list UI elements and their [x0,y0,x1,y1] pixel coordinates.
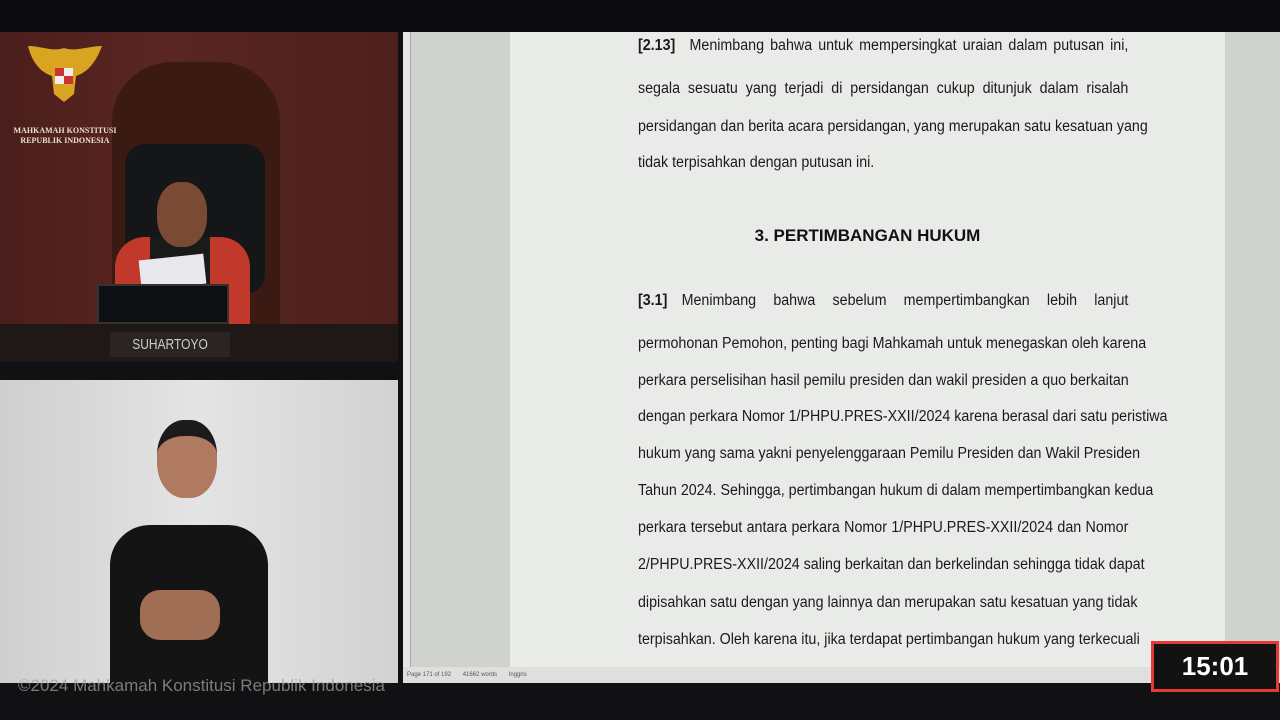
document-line: segala sesuatu yang terjadi di persidangan cukup ditunjuk dalam risalah [638,80,1129,97]
document-line: persidangan dan berita acara persidangan, yang merupakan satu kesatuan yang [638,118,1148,135]
document-line: terpisahkan. Oleh karena itu, jika terdapat pertimbangan hukum yang terkecuali [638,631,1140,648]
document-line: 2/PHPU.PRES-XXII/2024 saling berkaitan dan berkelindan sehingga tidak dapat [638,556,1145,573]
document-line: Tahun 2024. Sehingga, pertimbangan hukum di dalam mempertimbangkan kedua [638,482,1154,499]
timer-clock: 15:01 [1151,641,1279,692]
document-line: [2.13] Menimbang bahwa untuk mempersingkat uraian dalam putusan ini, [638,37,1129,54]
status-bar [403,667,1280,683]
interpreter-head [157,420,217,498]
section-heading: 3. PERTIMBANGAN HUKUM [754,226,981,245]
interpreter-hands [140,590,220,640]
page-count[interactable]: Page 171 of 192 [407,672,452,678]
document-line: perkara tersebut antara perkara Nomor 1/PHPU.PRES-XXII/2024 dan Nomor [638,519,1129,536]
garuda-emblem-icon [22,44,107,104]
document-viewer [403,32,1280,683]
word-count[interactable]: 41662 words [462,672,498,678]
court-logo-text: MAHKAMAH KONSTITUSI REPUBLIK INDONESIA [13,126,117,145]
document-line: dipisahkan satu dengan yang lainnya dan merupakan satu kesatuan yang tidak [638,594,1138,611]
document-line: hukum yang sama yakni penyelenggaraan Pemilu Presiden dan Wakil Presiden [638,445,1141,462]
document-line: tidak terpisahkan dengan putusan ini. [638,154,875,171]
document-line: dengan perkara Nomor 1/PHPU.PRES-XXII/2024 karena berasal dari satu peristiwa [638,408,1168,425]
document-line: perkara perselisihan hasil pemilu presiden dan wakil presiden a quo berkaitan [638,372,1129,389]
desk-monitor [97,284,229,324]
copyright-watermark: ©2024 Mahkamah Konstitusi Republik Indonesia [18,676,385,695]
judge-video-feed [0,32,398,362]
vertical-ruler [403,32,411,667]
language-indicator[interactable]: Inggris [508,672,527,678]
document-page [510,32,1225,667]
judge-nameplate: SUHARTOYO [110,332,230,357]
document-line: permohonan Pemohon, penting bagi Mahkamah untuk menegaskan oleh karena [638,335,1147,352]
top-bar [0,0,1280,32]
sign-interpreter-video-feed [0,380,398,683]
document-line: [3.1] Menimbang bahwa sebelum mempertimbangkan lebih lanjut [638,292,1129,309]
